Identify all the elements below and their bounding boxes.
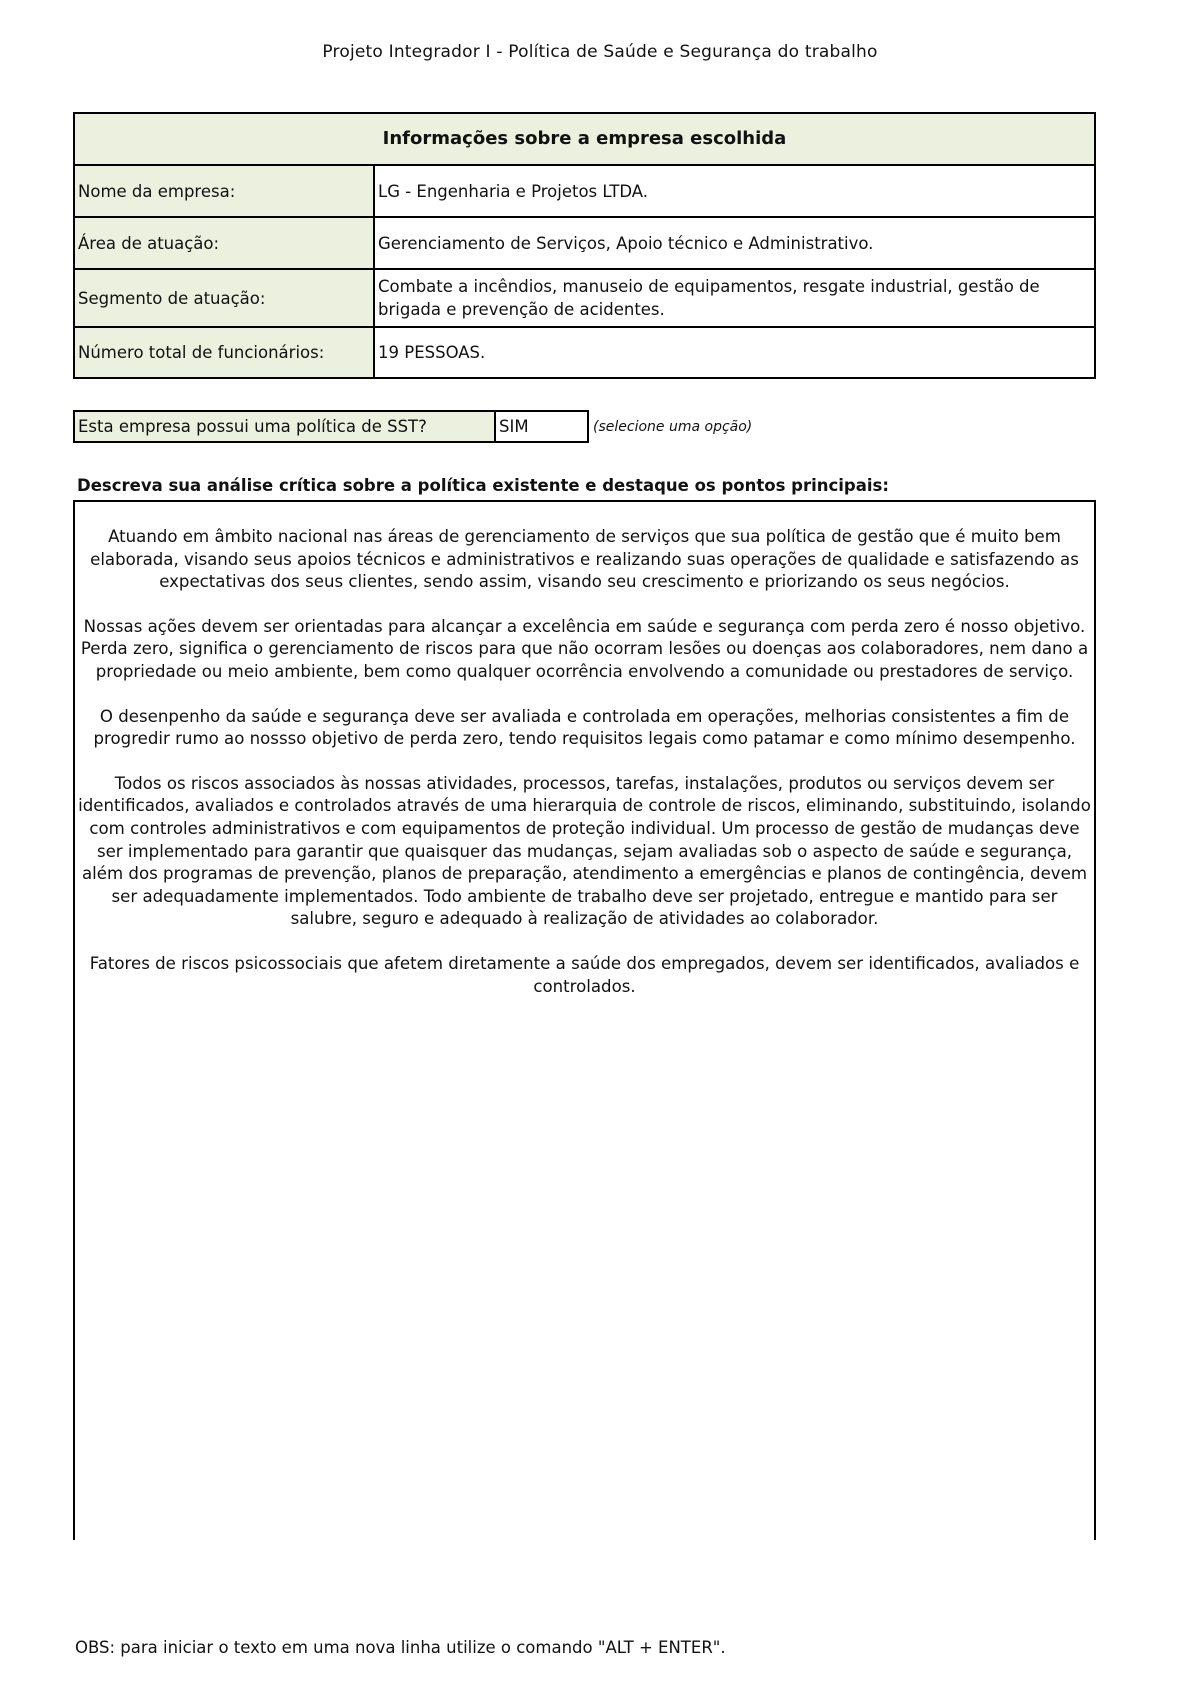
policy-hint: (selecione uma opção) [593,418,753,435]
company-name-field[interactable]: LG - Engenharia e Projetos LTDA. [378,181,649,201]
analysis-paragraph: Todos os riscos associados às nossas atividades, processos, tarefas, instalações, produtos ou serviços devem ser identificados, avaliados e controlados através de uma hierarquia de controle de riscos, eliminando, substituindo, isolando com controles administrativos e com equipamentos de proteção individual. Um processo de gestão de mudanças deve ser implementado para garantir que quaisquer das mudanças, sejam avaliadas sob o aspecto de saúde e segurança, além dos programas de prevenção, planos de preparação, atendimento a emergências e planos de contingência, devem ser adequadamente implementados. Todo ambiente de trabalho deve ser projetado, entregue e mantido para ser salubre, seguro e adequado à realização de atividades ao colaborador. [78,773,1091,929]
analysis-paragraph: O desenpenho da saúde e segurança deve ser avaliada e controlada em operações, melhorias consistentes a fim de progredir rumo ao nossso objetivo de perda zero, tendo requisitos legais como patamar e como mínimo desempenho. [93,706,1076,749]
company-name-row [75,166,1094,218]
employee-count-row [75,328,1094,377]
employee-count-field[interactable]: 19 PESSOAS. [378,343,486,362]
analysis-text-area[interactable] [73,500,1096,1540]
analysis-paragraph: Atuando em âmbito nacional nas áreas de gerenciamento de serviços que sua política de gestão que é muito bem elaborada, visando seus apoios técnicos e administrativos e realizando suas operações de qualidade e satisfazendo as expectativas dos seus clientes, sendo assim, visando seu crescimento e priorizando os seus negócios. [90,527,1079,592]
activity-segment-field[interactable]: Combate a incêndios, manuseio de equipamentos, resgate industrial, gestão de brigada e prevenção de acidentes. [378,277,1040,319]
activity-area-label: Área de atuação: [75,218,375,268]
page-title: Projeto Integrador I - Política de Saúde e Segurança do trabalho [322,42,878,62]
policy-question-row [73,410,752,443]
company-info-title: Informações sobre a empresa escolhida [75,114,1094,166]
policy-answer-select[interactable]: SIM [496,410,589,443]
activity-area-row [75,218,1094,270]
employee-count-label: Número total de funcionários: [75,328,375,377]
activity-segment-label: Segmento de atuação: [75,270,375,326]
company-info-table [73,112,1096,379]
activity-segment-row [75,270,1094,328]
analysis-heading: Descreva sua análise crítica sobre a política existente e destaque os pontos principais: [77,476,889,495]
footer-note: OBS: para iniciar o texto em uma nova linha utilize o comando "ALT + ENTER". [75,1638,726,1657]
activity-area-field[interactable]: Gerenciamento de Serviços, Apoio técnico e Administrativo. [378,233,874,253]
company-name-label: Nome da empresa: [75,166,375,216]
analysis-paragraph: Nossas ações devem ser orientadas para alcançar a excelência em saúde e segurança com perda zero é nosso objetivo. Perda zero, significa o gerenciamento de riscos para que não ocorram lesões ou doenças aos colaboradores, nem dano a propriedade ou meio ambiente, bem como qualquer ocorrência envolvendo a comunidade ou prestadores de serviço. [80,616,1089,681]
analysis-paragraph: Fatores de riscos psicossociais que afetem diretamente a saúde dos empregados, devem ser identificados, avaliados e controlados. [89,953,1080,996]
policy-question-label: Esta empresa possui uma política de SST? [73,410,496,443]
